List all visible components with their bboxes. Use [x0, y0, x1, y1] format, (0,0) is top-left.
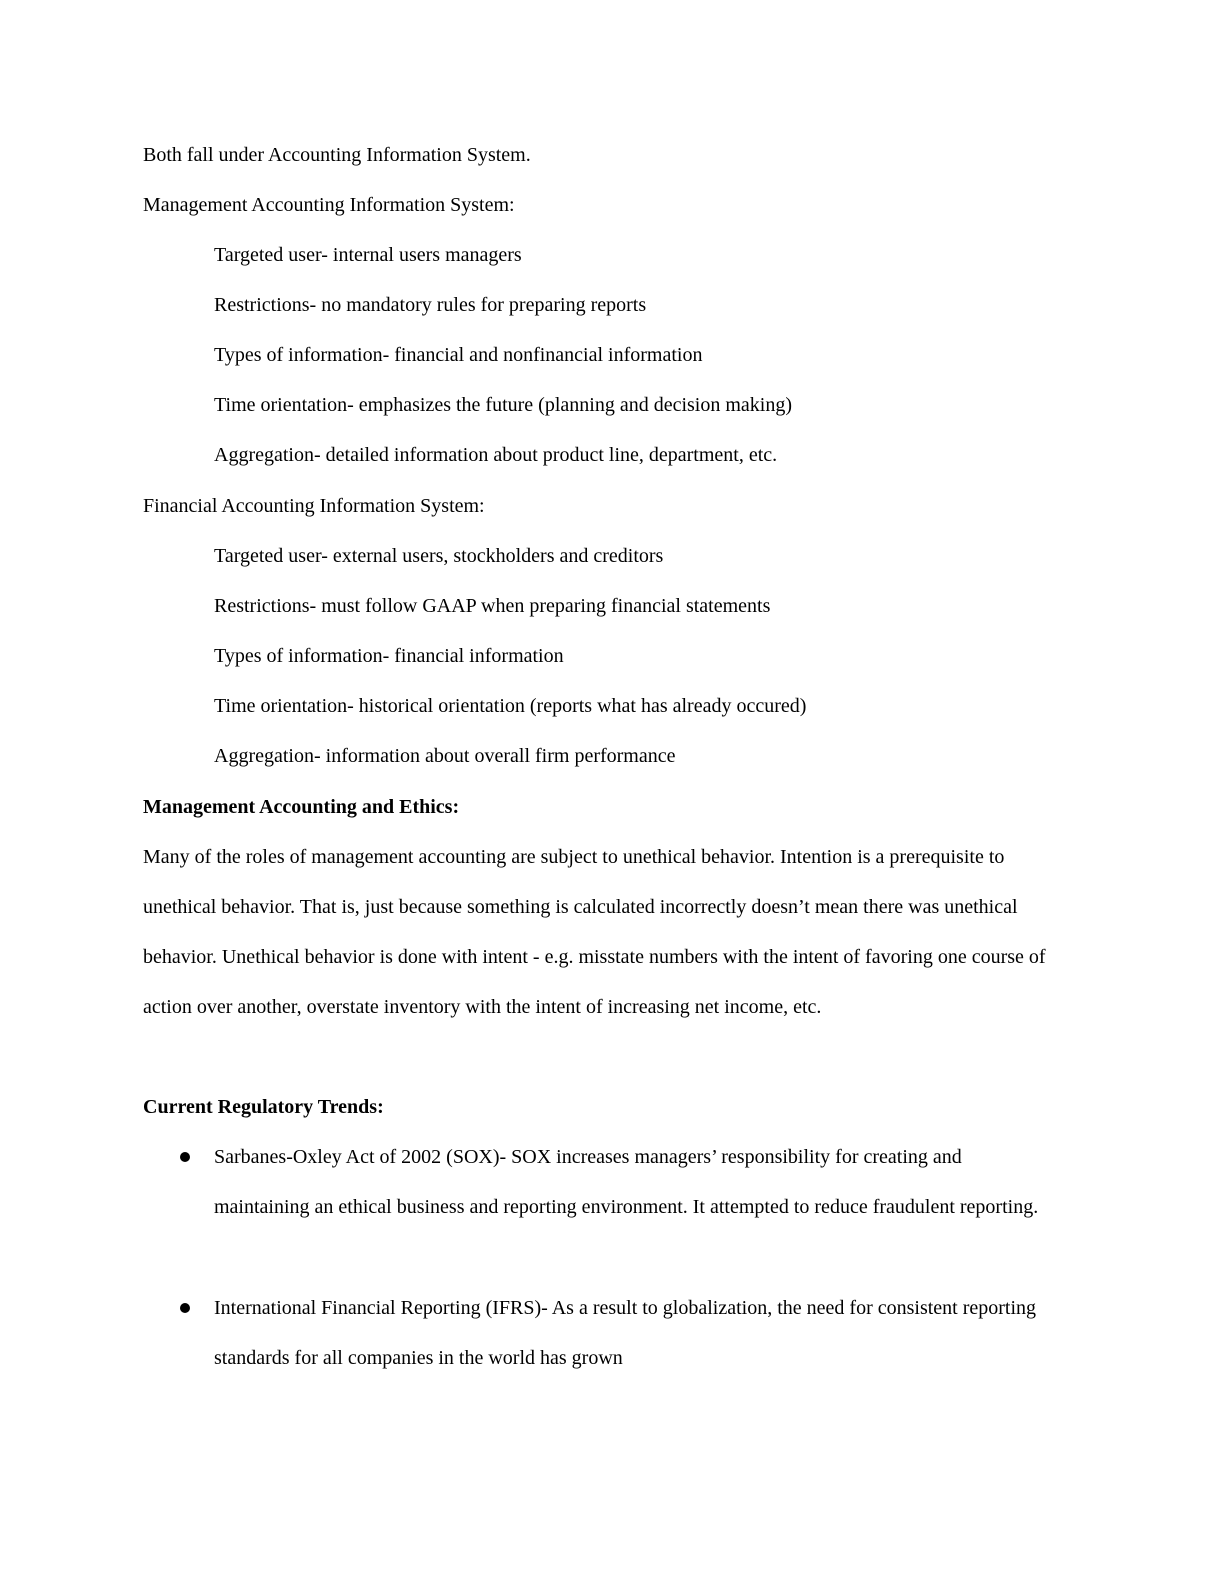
intro-text: Both fall under Accounting Information System.: [143, 144, 531, 166]
ethics-heading: Management Accounting and Ethics:: [143, 796, 460, 818]
management-ais-item: Restrictions- no mandatory rules for preparing reports: [214, 294, 647, 316]
financial-ais-item: Types of information- financial information: [214, 645, 564, 667]
management-ais-heading: Management Accounting Information System:: [143, 194, 515, 216]
financial-ais-item: Restrictions- must follow GAAP when preparing financial statements: [214, 595, 771, 617]
bullet-icon: [180, 1303, 190, 1313]
ethics-paragraph: Many of the roles of management accounting are subject to unethical behavior. Intention is a prerequisite to unethical behavior. That is, just because something is calculated incorrectly doesn’t mean there was unethical behavior. Unethical behavior is done with intent - e.g. misstate numbers with the intent of favoring one course of action over another, overstate inventory with the intent of increasing net income, etc.: [143, 846, 1046, 1018]
trends-heading: Current Regulatory Trends:: [143, 1096, 384, 1118]
management-ais-item: Time orientation- emphasizes the future (planning and decision making): [214, 394, 793, 416]
financial-ais-item: Time orientation- historical orientation (reports what has already occured): [214, 695, 807, 717]
financial-ais-heading: Financial Accounting Information System:: [143, 495, 485, 517]
financial-ais-item: Aggregation- information about overall firm performance: [214, 745, 676, 767]
management-ais-item: Types of information- financial and nonfinancial information: [214, 344, 703, 366]
bullet-icon: [180, 1152, 190, 1162]
management-ais-item: Aggregation- detailed information about product line, department, etc.: [214, 444, 778, 466]
management-ais-item: Targeted user- internal users managers: [214, 244, 522, 266]
trend-bullet-sox: Sarbanes-Oxley Act of 2002 (SOX)- SOX increases managers’ responsibility for creating and maintaining an ethical business and reporting environment. It attempted to reduce fraudulent reporting.: [214, 1146, 1039, 1218]
financial-ais-item: Targeted user- external users, stockholders and creditors: [214, 545, 664, 567]
trend-bullet-ifrs: International Financial Reporting (IFRS)- As a result to globalization, the need for consistent reporting standards for all companies in the world has grown: [214, 1297, 1037, 1369]
